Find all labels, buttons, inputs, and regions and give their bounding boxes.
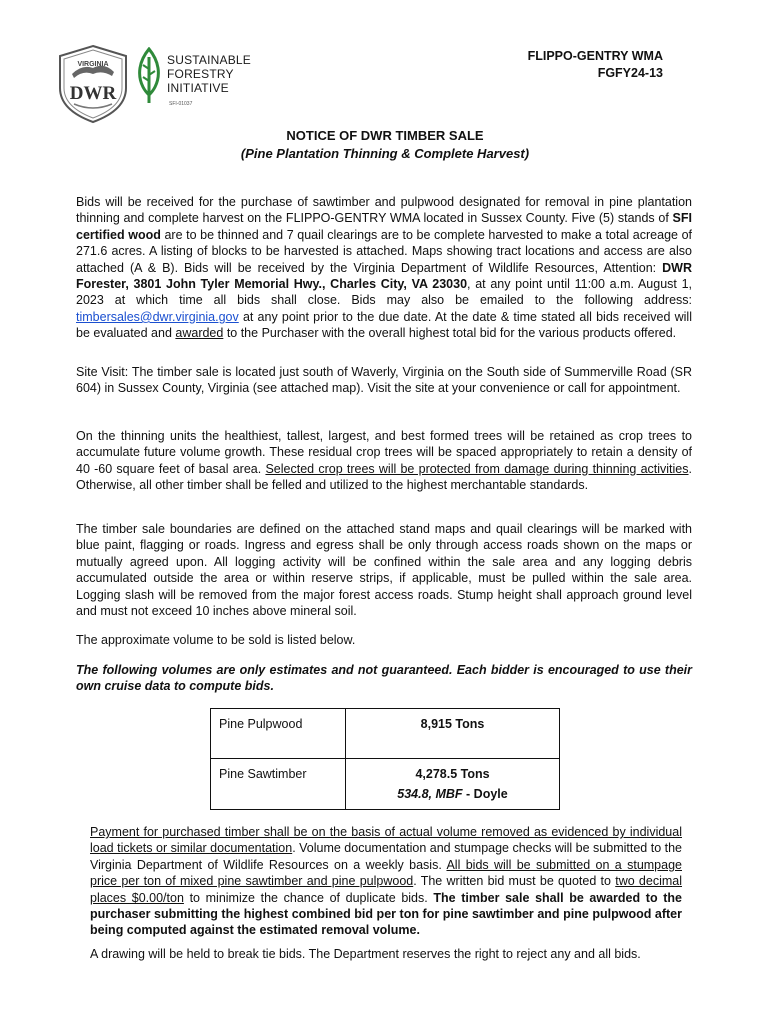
- sale-header: [528, 48, 663, 82]
- sawtimber-tons: 4,278.5 Tons: [415, 767, 490, 781]
- p1-text-c: are to be thinned and 7 quail clearings are to be complete harvested to make a total acreage of 271.6 acres. A listing of blocks to be harvested is attached. Maps showing tract locations and access are also attached (A & B). Bids will be received by the Virginia Department of Wildlife Resources, Attention:: [76, 227, 692, 275]
- table-row: [211, 759, 560, 810]
- paragraph-site-visit: Site Visit: The timber sale is located just south of Waverly, Virginia on the South side of Summerville Road (SR 604) in Sussex County, Virginia (see attached map). Visit the site at your convenience or call for appointment.: [76, 365, 692, 396]
- p7-payment-basis: Payment for purchased timber shall be on the basis of actual volume removed as evidenced by individual load tickets or similar documentation: [90, 825, 682, 856]
- sale-code: FGFY24-13: [597, 66, 663, 80]
- p1-text-e: , at any point until 11:00 a.m. August 1, 2023 at which time all bids shall close. Bids may also be emailed to the following address:: [76, 277, 692, 308]
- sawtimber-mbf: [354, 787, 551, 801]
- p3-text-c: . Otherwise, all other timber shall be felled and utilized to the highest merchantable standards.: [76, 461, 692, 493]
- sawtimber-value-cell: [346, 759, 560, 810]
- sfi-word-3: INITIATIVE: [167, 81, 229, 95]
- bid-email-link[interactable]: timbersales@dwr.virginia.gov: [76, 309, 239, 324]
- volume-table: [210, 708, 560, 810]
- sfi-logo: [135, 47, 260, 109]
- p7-award-rule: The timber sale shall be awarded to the purchaser submitting the highest combined bid per ton for pine sawtimber and pine pulpwood after being computed against the estimated removal volume.: [90, 890, 682, 938]
- table-row: [211, 709, 560, 759]
- sfi-wordmark: [167, 53, 251, 95]
- p1-text-h: to the Purchaser with the overall highest total bid for the various products offered.: [223, 326, 677, 341]
- sawtimber-label: Pine Sawtimber: [211, 759, 346, 810]
- sfi-tree-icon: [135, 47, 163, 107]
- paragraph-bids: [76, 194, 692, 342]
- sawtimber-mbf-value: 534.8, MBF: [397, 787, 463, 801]
- p3-protected: Selected crop trees will be protected from damage during thinning activities: [265, 461, 689, 476]
- sfi-word-2: FORESTRY: [167, 67, 234, 81]
- dwr-logo-text: DWR: [69, 83, 117, 104]
- sfi-code: SFI-01037: [169, 101, 193, 107]
- p1-forester-address: DWR Forester, 3801 John Tyler Memorial Hwy., Charles City, VA 23030: [76, 260, 692, 292]
- p1-text-a: Bids will be received for the purchase of sawtimber and pulpwood designated for removal in pine plantation thinning and complete harvest on the FLIPPO-GENTRY WMA located in Sussex County. Five (5) stands of: [76, 195, 692, 226]
- sawtimber-mbf-rule: - Doyle: [462, 787, 508, 801]
- wma-name: FLIPPO-GENTRY WMA: [527, 49, 663, 63]
- p7-text-d: . The written bid must be quoted to: [413, 874, 616, 889]
- dwr-logo-state-text: VIRGINIA: [77, 61, 109, 68]
- paragraph-estimates-note: The following volumes are only estimates and not guaranteed. Each bidder is encouraged to use their own cruise data to compute bids.: [76, 663, 692, 694]
- p7-text-f: to minimize the chance of duplicate bids.: [183, 890, 434, 905]
- p7-decimal-places: two decimal places $0.00/ton: [90, 874, 683, 905]
- p1-sfi-wood: SFI certified wood: [76, 211, 692, 242]
- p7-text-b: . Volume documentation and stumpage checks will be submitted to the Virginia Department of Wildlife Resources on a weekly basis.: [90, 841, 682, 872]
- p7-stumpage-price: All bids will be submitted on a stumpage price per ton of mixed pine sawtimber and pine pulpwood: [90, 857, 682, 889]
- paragraph-thinning: [76, 428, 692, 494]
- paragraph-payment: [90, 824, 682, 939]
- sfi-word-1: SUSTAINABLE: [167, 53, 252, 67]
- paragraph-tie-bids: A drawing will be held to break tie bids. The Department reserves the right to reject any and all bids.: [90, 947, 641, 961]
- virginia-dwr-logo: [56, 44, 130, 124]
- title-main: NOTICE OF DWR TIMBER SALE: [286, 128, 484, 143]
- paragraph-volume-intro: The approximate volume to be sold is listed below.: [76, 633, 356, 647]
- title-sub: (Pine Plantation Thinning & Complete Harvest): [240, 146, 530, 161]
- p1-awarded: awarded: [175, 326, 224, 341]
- p1-text-f: at any point prior to the due date. At the date & time stated all bids received will be evaluated and: [76, 309, 692, 341]
- notice-title: [0, 127, 770, 163]
- pulpwood-label: Pine Pulpwood: [211, 709, 346, 759]
- paragraph-boundaries: The timber sale boundaries are defined on the attached stand maps and quail clearings will be marked with blue paint, flagging or roads. Ingress and egress shall be only through access roads shown on the maps or mutually agreed upon. All logging activity will be confined within the sale area and any logging debris accumulated outside the area or within reserve strips, if applicable, must be pulled within the sale area. Logging slash will be removed from the major forest access roads. Stump height shall approach ground level and must not exceed 10 inches above mineral soil.: [76, 522, 692, 619]
- pulpwood-value: 8,915 Tons: [346, 709, 560, 759]
- p3-text-a: On the thinning units the healthiest, tallest, largest, and best formed trees will be retained as crop trees to accumulate future volume growth. These residual crop trees will be spaced appropriately to retain a density of 40 -60 square feet of basal area.: [76, 429, 692, 476]
